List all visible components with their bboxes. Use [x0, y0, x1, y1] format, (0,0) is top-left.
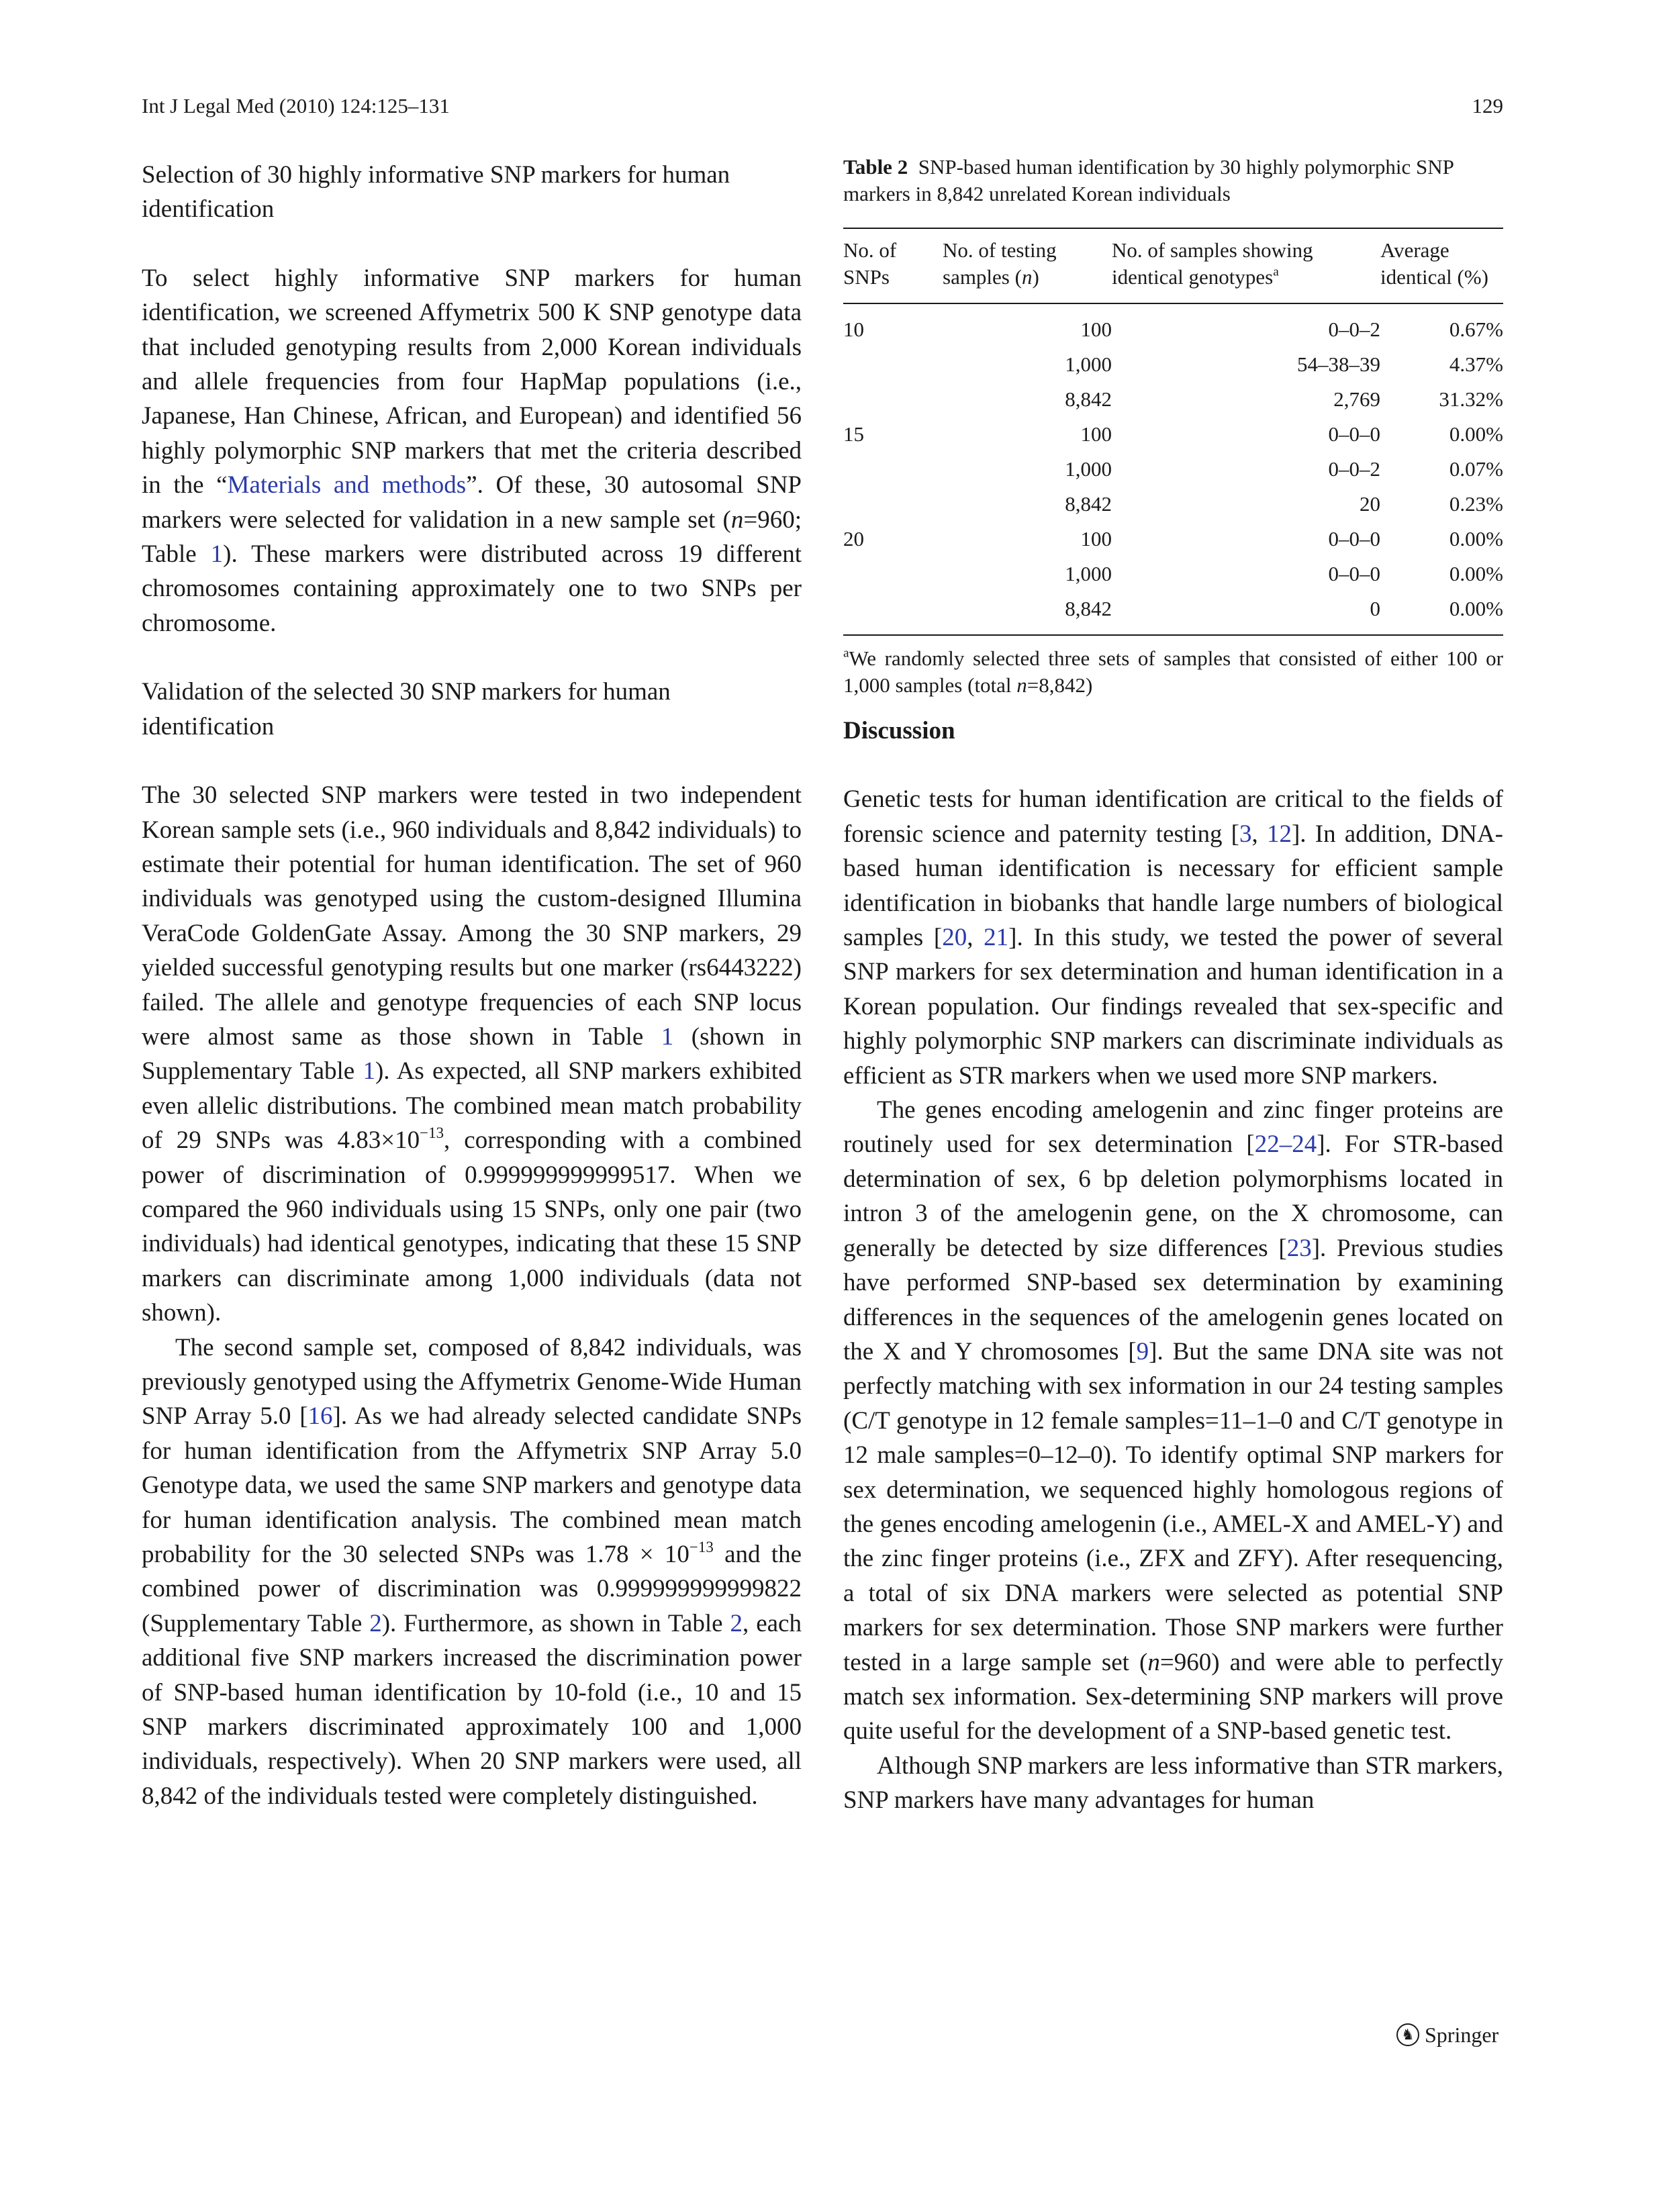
publisher-logo — [1396, 2019, 1498, 2050]
cell-samples: 8,842 — [1065, 597, 1112, 620]
cell-snps — [843, 487, 943, 522]
ref-23[interactable]: 23 — [1286, 1234, 1312, 1262]
table-2-caption: Table 2 SNP-based human identification by 30 highly polymorphic SNP markers in 8,842 unrelated Korean individuals — [843, 155, 1454, 205]
table-header-row — [843, 228, 1503, 303]
cell-average: 31.32% — [1439, 387, 1503, 411]
ref-3[interactable]: 3 — [1239, 820, 1252, 848]
col-header-identical-count: No. of samples showing identical genotypes$^a$ — [1112, 238, 1313, 289]
cell-average: 0.23% — [1449, 492, 1503, 516]
cell-average: 0.00% — [1449, 562, 1503, 585]
table-row — [843, 303, 1503, 347]
ref-22-24[interactable]: 22–24 — [1254, 1131, 1317, 1159]
cell-snps — [843, 382, 943, 417]
ref-12[interactable]: 12 — [1266, 820, 1292, 848]
section-title-selection: Selection of 30 highly informative SNP markers for human identification — [142, 161, 730, 224]
section-title-validation: Validation of the selected 30 SNP markers for human identification — [142, 678, 671, 740]
page-number: 129 — [1472, 94, 1503, 117]
cell-samples: 8,842 — [1065, 492, 1112, 516]
ref-16[interactable]: 16 — [307, 1402, 333, 1431]
cell-average: 4.37% — [1449, 352, 1503, 376]
paragraph-selection: To select highly informative SNP markers for human identification, we screened Affymetrix 500 K SNP genotype data that included genotyping results from 2,000 Korean individuals and allele frequencies from four HapMap populations (i.e., Japanese, Han Chinese, African, and European) and identified 56 highly polymorphic SNP markers that met the criteria described in the “Materials and methods”. Of these, 30 autosomal SNP markers were selected for validation in a new sample set (n=960; Table 1). These markers were distributed across 19 different chromosomes containing approximately one to two SNPs per chromosome. — [142, 264, 802, 637]
table-row — [843, 557, 1503, 591]
cell-identical: 20 — [1360, 492, 1380, 516]
paragraph-validation-1: The 30 selected SNP markers were tested in two independent Korean sample sets (i.e., 960 individuals and 8,842 individuals) to estimate their potential for human identification. The set of 960 individuals was genotyped using the custom-designed Illumina VeraCode GoldenGate Assay. Among the 30 SNP markers, 29 yielded successful genotyping results but one marker (rs6443222) failed. The allele and genotype frequencies of each SNP locus were almost same as those shown in Table 1 (shown in Supplementary Table 1). As expected, all SNP markers exhibited even allelic distributions. The combined mean match probability of 29 SNPs was $4.83\times 10^{-13}$, corresponding with a combined power of discrimination of 0.999999999999517. When we compared the 960 individuals using 15 SNPs, only one pair (two individuals) had identical genotypes, indicating that these 15 SNP markers can discriminate among 1,000 individuals (data not shown). — [142, 781, 802, 1327]
cell-identical: 0–0–2 — [1328, 457, 1380, 481]
left-column — [142, 151, 802, 1813]
cell-identical: 54–38–39 — [1297, 352, 1380, 376]
cell-samples: 1,000 — [1065, 457, 1112, 481]
table-2-footnote: $^a$We randomly selected three sets of samples that consisted of either 100 or 1,000 samples (total n=8,842) — [843, 646, 1503, 697]
cell-samples: 100 — [1080, 527, 1112, 550]
ref-supp-table-2[interactable]: 2 — [369, 1609, 382, 1637]
springer-horse-icon: ♞ — [1396, 2023, 1419, 2046]
cell-identical: 0–0–2 — [1328, 318, 1380, 341]
col-header-samples: No. of testing samples (n) — [943, 238, 1057, 289]
paragraph-discussion-1: Genetic tests for human identification are critical to the fields of forensic science and paternity testing [3, 12]. In addition, DNA-based human identification is necessary for efficient sample identification in biobanks that handle large numbers of biological samples [20, 21]. In this study, we tested the power of several SNP markers for sex determination and human identification in a Korean population. Our findings revealed that sex-specific and highly polymorphic SNP markers can discriminate individuals as efficient as STR markers when we used more SNP markers. — [843, 785, 1504, 1090]
cell-identical: 2,769 — [1333, 387, 1380, 411]
table-row — [843, 382, 1503, 417]
cell-average: 0.00% — [1449, 597, 1503, 620]
ref-table-1[interactable]: 1 — [210, 540, 224, 569]
ref-21[interactable]: 21 — [984, 924, 1009, 952]
table-row — [843, 591, 1503, 635]
table-row — [843, 452, 1503, 487]
col-header-average: Average identical (%) — [1380, 238, 1488, 289]
ref-supp-table-1[interactable]: 1 — [363, 1057, 375, 1086]
link-materials-methods[interactable]: Materials and methods — [227, 471, 467, 499]
ref-20[interactable]: 20 — [942, 924, 967, 952]
cell-samples: 100 — [1080, 422, 1112, 446]
cell-average: 0.67% — [1449, 318, 1503, 341]
table-row — [843, 347, 1503, 382]
table-row — [843, 522, 1503, 557]
cell-samples: 8,842 — [1065, 387, 1112, 411]
cell-samples: 1,000 — [1065, 352, 1112, 376]
cell-identical: 0–0–0 — [1328, 562, 1380, 585]
running-header — [142, 90, 1503, 122]
cell-identical: 0 — [1370, 597, 1380, 620]
cell-average: 0.07% — [1449, 457, 1503, 481]
cell-snps — [843, 347, 943, 382]
cell-snps: 15 — [843, 422, 864, 446]
cell-samples: 100 — [1080, 318, 1112, 341]
paragraph-validation-2: The second sample set, composed of 8,842 individuals, was previously genotyped using the Affymetrix Genome-Wide Human SNP Array 5.0 [16]. As we had already selected candidate SNPs for human identification from the Affymetrix SNP Array 5.0 Genotype data, we used the same SNP markers and genotype data for human identification analysis. The combined mean match probability for the 30 selected SNPs was $1.78 \times 10^{-13}$ and the combined power of discrimination was 0.999999999999822 (Supplementary Table 2). Furthermore, as shown in Table 2, each additional five SNP markers increased the discrimination power of SNP-based human identification by 10-fold (i.e., 10 and 15 SNP markers discriminated approximately 100 and 1,000 individuals, respectively). When 20 SNP markers were used, all 8,842 of the individuals tested were completely distinguished. — [142, 1333, 802, 1810]
cell-snps — [843, 591, 943, 635]
cell-identical: 0–0–0 — [1328, 422, 1380, 446]
col-header-snps: No. of SNPs — [843, 238, 897, 289]
ref-table-1[interactable]: 1 — [661, 1022, 674, 1051]
paragraph-discussion-3: Although SNP markers are less informative than STR markers, SNP markers have many advantages for human — [843, 1751, 1503, 1815]
cell-snps — [843, 452, 943, 487]
table-row — [843, 487, 1503, 522]
paragraph-discussion-2: The genes encoding amelogenin and zinc finger proteins are routinely used for sex determination [22–24]. For STR-based determination of sex, 6 bp deletion polymorphisms located in intron 3 of the amelogenin gene, on the X chromosome, can generally be detected by size differences [23]. Previous studies have performed SNP-based sex determination by examining differences in the sequences of the amelogenin genes located on the X and Y chromosomes [9]. But the same DNA site was not perfectly matching with sex information in our 24 testing samples (C/T genotype in 12 female samples=11–1–0 and C/T genotype in 12 male samples=0–12–0). To identify optimal SNP markers for sex determination, we sequenced highly homologous regions of the genes encoding amelogenin (i.e., AMEL-X and AMEL-Y) and the zinc finger proteins (i.e., ZFX and ZFY). After resequencing, a total of six DNA markers were selected as potential SNP markers for sex determination. Those SNP markers were further tested in a large sample set (n=960) and were able to perfectly match sex information. Sex-determining SNP markers will prove quite useful for the development of a SNP-based genetic test. — [843, 1096, 1504, 1745]
table-2 — [843, 228, 1503, 636]
cell-snps — [843, 557, 943, 591]
right-column — [843, 151, 1503, 1818]
cell-identical: 0–0–0 — [1328, 527, 1380, 550]
cell-samples: 1,000 — [1065, 562, 1112, 585]
cell-average: 0.00% — [1449, 422, 1503, 446]
ref-9[interactable]: 9 — [1136, 1337, 1149, 1365]
cell-average: 0.00% — [1449, 527, 1503, 550]
ref-table-2[interactable]: 2 — [730, 1609, 743, 1637]
table-row — [843, 417, 1503, 452]
publisher-name: Springer — [1425, 2022, 1499, 2047]
cell-snps: 10 — [843, 318, 864, 341]
cell-snps: 20 — [843, 527, 864, 550]
section-title-discussion: Discussion — [843, 717, 955, 744]
journal-citation: Int J Legal Med (2010) 124:125–131 — [142, 94, 450, 117]
